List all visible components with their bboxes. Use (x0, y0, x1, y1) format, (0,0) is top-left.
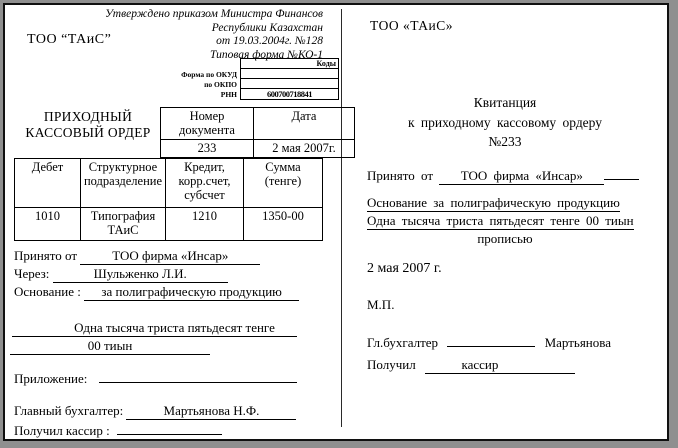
company-name-left: ТОО “ТАиС” (27, 32, 112, 47)
basis-label: Основание : (14, 284, 81, 299)
numdate-header-number: Номер документа (161, 108, 254, 140)
received-label: Получил (367, 357, 416, 372)
cell-credit: 1210 (166, 208, 244, 241)
approval-line: от 19.03.2004г. №128 (216, 35, 323, 47)
cell-sum: 1350-00 (244, 208, 323, 241)
rnn-value-cell: 600700718841 (267, 89, 312, 99)
receipt-accepted-line (367, 168, 639, 185)
chief-accountant-label: Главный бухгалтер: (14, 403, 124, 418)
receipt-basis-line: Основание за полиграфическую продукцию (367, 195, 620, 210)
header-department: Структурное подразделение (81, 159, 166, 208)
attachment-line (14, 371, 297, 387)
attachment-label: Приложение: (14, 371, 88, 386)
document-date: 2 мая 2007г. (254, 140, 355, 158)
okpo-value-cell (241, 79, 338, 89)
accepted-from-value: ТОО фирма «Инсар» (80, 248, 260, 265)
cashier-blank (117, 434, 222, 435)
receipt-accepted-value: ТОО фирма «Инсар» (439, 168, 604, 185)
order-title (9, 109, 167, 141)
accounts-table (14, 158, 323, 241)
receipt-title (342, 93, 668, 152)
approval-block (75, 8, 323, 62)
accepted-from-label: Принято от (14, 248, 78, 263)
header-debit: Дебет (15, 159, 81, 208)
receipt-accepted-label: Принято от (367, 168, 434, 183)
rnn-label: РНН (220, 90, 237, 99)
receipt-title-line1: Квитанция (473, 95, 537, 110)
document-page (3, 3, 669, 441)
receipt-chief-label: Гл.бухгалтер (367, 335, 439, 350)
receipt-title-line2: к приходному кассовому ордеру (407, 114, 602, 130)
sum-words-line2: 00 тиын (10, 338, 210, 355)
okud-value-cell (241, 69, 338, 79)
via-value: Шульженко Л.И. (53, 266, 228, 283)
approval-line: Утверждено приказом Министра Финансов (105, 8, 323, 20)
received-value: кассир (425, 357, 575, 374)
table-row (15, 208, 323, 241)
accepted-from-line (14, 248, 260, 265)
cashier-line-left (14, 423, 222, 439)
half-divider-line (341, 9, 342, 427)
receipt-sum-line: Одна тысяча триста пятьдесят тенге 00 тиын (367, 213, 634, 228)
code-labels (155, 70, 237, 100)
okpo-label: по ОКПО (204, 80, 237, 89)
receipt-date: 2 мая 2007 г. (367, 261, 442, 276)
chief-accountant-line-left (14, 403, 296, 420)
via-label: Через: (14, 266, 50, 281)
receipt-title-line3: №233 (488, 134, 522, 149)
approval-line: Республики Казахстан (211, 21, 323, 34)
stamp-label: М.П. (367, 297, 395, 312)
number-date-table (160, 107, 355, 158)
approval-line: Типовая форма №КО-1 (210, 48, 323, 61)
cell-debit: 1010 (15, 208, 81, 241)
received-line-right (367, 357, 575, 374)
attachment-blank (99, 382, 297, 383)
company-name-right: ТОО «ТАиС» (370, 18, 453, 33)
chief-accountant-line-right (367, 335, 611, 351)
in-words-label: прописью (477, 231, 533, 246)
basis-line (14, 284, 299, 301)
header-credit: Кредит, корр.счет, субсчет (166, 159, 244, 208)
codes-box (240, 58, 339, 100)
via-line (14, 266, 228, 283)
cell-department: Типография ТАиС (81, 208, 166, 241)
order-title-line1: ПРИХОДНЫЙ (43, 109, 133, 124)
accepted-trailing-blank (604, 179, 639, 180)
basis-value: за полиграфическую продукцию (84, 284, 299, 301)
order-title-line2: КАССОВЫЙ ОРДЕР (25, 125, 151, 140)
numdate-header-date: Дата (254, 108, 355, 140)
okud-label: Форма по ОКУД (181, 70, 237, 79)
chief-accountant-value: Мартьянова Н.Ф. (126, 403, 296, 420)
receipt-chief-value: Мартьянова (544, 335, 612, 350)
document-number: 233 (161, 140, 254, 158)
codes-header: Коды (241, 59, 338, 69)
header-sum: Сумма (тенге) (244, 159, 323, 208)
sum-words-line1: Одна тысяча триста пятьдесят тенге (12, 320, 297, 337)
cashier-label: Получил кассир : (14, 423, 110, 438)
receipt-chief-blank (447, 346, 535, 347)
